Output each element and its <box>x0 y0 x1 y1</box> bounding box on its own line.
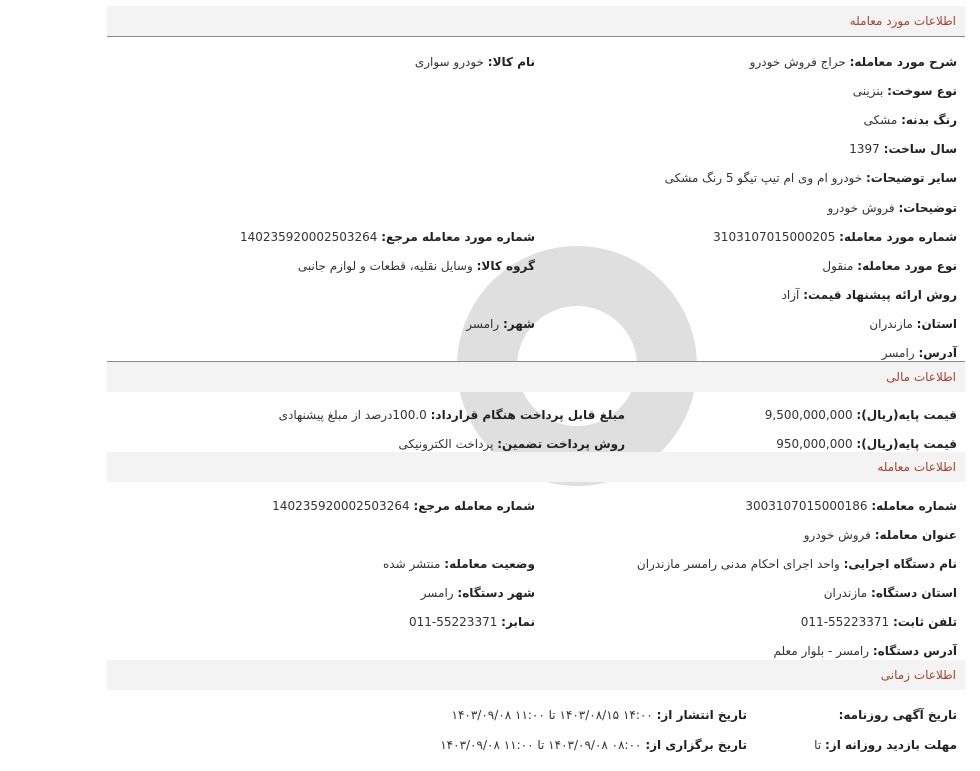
field-value: مازندران <box>869 317 913 331</box>
field-item-number <box>713 229 957 245</box>
field-label: استان: <box>916 317 957 331</box>
field-label: مبلغ قابل پرداخت هنگام قرارداد: <box>430 408 625 422</box>
field-base-price <box>765 407 957 423</box>
field-agency-name <box>637 556 957 572</box>
field-label: سال ساخت: <box>883 142 957 156</box>
field-label: تلفن ثابت: <box>892 615 957 629</box>
field-value: 9,500,000,000 <box>764 408 853 422</box>
field-label: نوع سوخت: <box>887 84 957 98</box>
field-label: شرح مورد معامله: <box>849 55 957 69</box>
field-label: روش پرداخت تضمین: <box>497 437 625 451</box>
field-phone <box>801 614 957 630</box>
field-body-color <box>864 112 958 128</box>
field-value: خودرو سواری <box>414 55 484 69</box>
field-label: سایر توضیحات: <box>866 171 957 185</box>
field-label: آدرس دستگاه: <box>872 644 957 658</box>
field-label: نوع مورد معامله: <box>857 259 957 273</box>
field-label: قیمت پایه(ریال): <box>856 408 957 422</box>
field-label: گروه کالا: <box>476 259 535 273</box>
field-value: مشکی <box>863 113 898 127</box>
field-value: خودرو ام وی ام تیپ تیگو 5 رنگ مشکی <box>664 171 863 185</box>
field-fuel <box>853 83 957 99</box>
field-label: شماره معامله: <box>871 499 957 513</box>
section-header-transaction: اطلاعات معامله <box>107 452 965 482</box>
field-agency-province <box>824 585 957 601</box>
field-label: شماره مورد معامله مرجع: <box>381 230 535 244</box>
field-label: مهلت بازدید روزانه از: <box>825 738 957 752</box>
field-agency-address <box>774 643 957 659</box>
field-value: 3103107015000205 <box>713 230 836 244</box>
field-value: پرداخت الکترونیکی <box>398 437 494 451</box>
field-transaction-title <box>804 527 957 543</box>
field-value: 55223371-011 <box>409 615 498 629</box>
field-label: آدرس: <box>918 346 957 360</box>
field-value: بنزینی <box>852 84 884 98</box>
field-value: 1397 <box>849 142 880 156</box>
field-transaction-number <box>745 498 957 514</box>
field-label: نمابر: <box>501 615 535 629</box>
field-deal-description <box>750 54 957 70</box>
field-value: فروش خودرو <box>827 201 895 215</box>
field-goods-group <box>298 258 535 274</box>
field-hold-date <box>440 737 747 753</box>
field-label: استان دستگاه: <box>871 586 957 600</box>
field-label: شهر: <box>503 317 535 331</box>
field-label: شماره مورد معامله: <box>839 230 957 244</box>
field-daily-visit <box>814 737 957 753</box>
field-value: وسایل نقلیه، قطعات و لوازم جانبی <box>297 259 473 273</box>
field-newspaper-date <box>839 707 957 723</box>
field-label: شماره معامله مرجع: <box>413 499 535 513</box>
field-value: فروش خودرو <box>803 528 871 542</box>
field-label: نام کالا: <box>487 55 535 69</box>
field-value: منتشر شده <box>382 557 441 571</box>
field-province <box>869 316 957 332</box>
field-label: وضعیت معامله: <box>444 557 535 571</box>
field-value: 100.0درصد از مبلغ پیشنهادی <box>278 408 427 422</box>
deal-info-card <box>107 6 965 768</box>
field-notes <box>827 200 957 216</box>
field-payable-amount <box>279 407 625 423</box>
field-value: 950,000,000 <box>776 437 853 451</box>
field-label: نام دستگاه اجرایی: <box>843 557 957 571</box>
field-transaction-ref-number <box>272 498 535 514</box>
field-label: تاریخ انتشار از: <box>656 708 747 722</box>
field-item-type <box>822 258 957 274</box>
field-value: رامسر <box>466 317 500 331</box>
field-other-description <box>665 170 957 186</box>
section-header-timing: اطلاعات زمانی <box>107 660 965 690</box>
field-label: رنگ بدنه: <box>901 113 957 127</box>
field-value: 3003107015000186 <box>745 499 868 513</box>
field-value: حراج فروش خودرو <box>749 55 846 69</box>
field-value: 55223371-011 <box>800 615 890 629</box>
parsnamaddata-watermark <box>297 216 857 636</box>
field-label: عنوان معامله: <box>874 528 957 542</box>
field-transaction-status <box>383 556 535 572</box>
field-value: رامسر <box>881 346 915 360</box>
field-guarantee-amount <box>776 436 957 452</box>
field-publish-date <box>452 707 747 723</box>
field-value: رامسر <box>420 586 454 600</box>
field-value: ۰۸:۰۰ ۱۴۰۳/۰۹/۰۸ تا ۱۱:۰۰ ۱۴۰۳/۰۹/۰۸ <box>440 738 642 752</box>
field-label: قیمت پایه(ریال): <box>856 437 957 451</box>
field-value: مازندران <box>823 586 868 600</box>
field-label: شهر دستگاه: <box>457 586 535 600</box>
field-city <box>466 316 535 332</box>
field-value: رامسر - بلوار معلم <box>773 644 870 658</box>
field-fax <box>409 614 535 630</box>
field-value: 14023592000250326​4 <box>239 230 378 244</box>
field-ref-item-number <box>240 229 535 245</box>
field-address <box>882 345 957 361</box>
field-guarantee-method <box>399 436 625 452</box>
field-value: واحد اجرای احکام مدنی رامسر مازندران <box>636 557 840 571</box>
field-value: تا <box>814 738 822 752</box>
field-price-method <box>782 287 957 303</box>
field-label: توضیحات: <box>898 201 957 215</box>
field-year <box>849 141 957 157</box>
field-label: تاریخ آگهی روزنامه: <box>838 708 957 722</box>
field-value: آزاد <box>781 288 800 302</box>
section-header-deal: اطلاعات مورد معامله <box>107 6 965 37</box>
field-agency-city <box>421 585 535 601</box>
field-goods-name <box>415 54 535 70</box>
section-header-financial: اطلاعات مالی <box>107 361 965 392</box>
field-value: منقول <box>822 259 854 273</box>
field-label: روش ارائه پیشنهاد قیمت: <box>803 288 957 302</box>
field-value: 140235920002503264 <box>272 499 410 513</box>
field-value: ۱۴:۰۰ ۱۴۰۳/۰۸/۱۵ تا ۱۱:۰۰ ۱۴۰۳/۰۹/۰۸ <box>451 708 653 722</box>
field-label: تاریخ برگزاری از: <box>645 738 747 752</box>
